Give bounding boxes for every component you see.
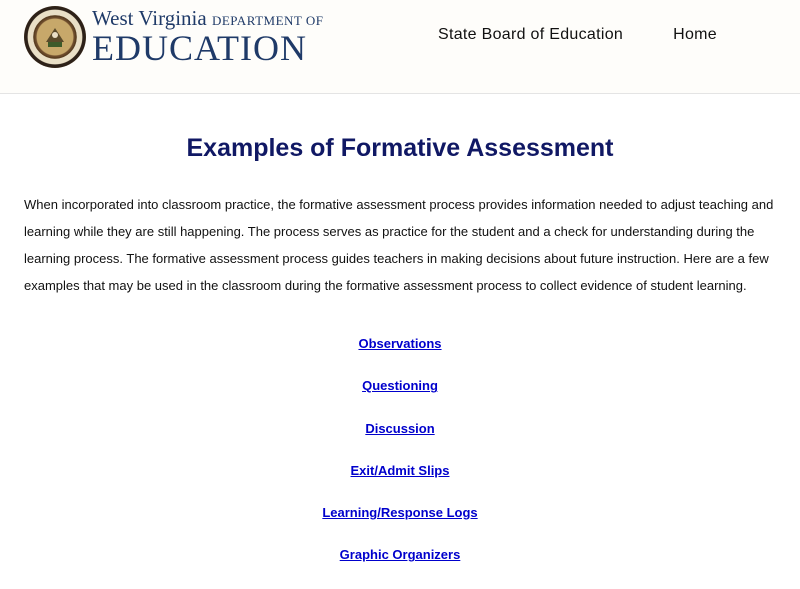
top-nav bbox=[438, 26, 717, 44]
main-content bbox=[0, 134, 800, 589]
examples-link-list bbox=[24, 335, 776, 589]
brand-wordmark bbox=[92, 8, 324, 66]
exit-admit-slips-link[interactable]: Exit/Admit Slips bbox=[350, 462, 450, 478]
learning-response-logs-link[interactable]: Learning/Response Logs bbox=[322, 505, 478, 521]
questioning-link[interactable]: Questioning bbox=[362, 378, 438, 394]
observations-link[interactable]: Observations bbox=[358, 336, 442, 351]
discussion-link[interactable]: Discussion bbox=[365, 420, 435, 436]
brand-state: West Virginia bbox=[92, 6, 207, 30]
intro-paragraph: When incorporated into classroom practice, the formative assessment process provides information needed to adjust teaching and learning while they are still happening. The process serves as practice for the student and a check for understanding during the learning process. The formative assessment process guides teachers in making decisions about future instruction. Here are a few examples that may be used in the classroom during the formative assessment process to collect evidence of student learning. bbox=[24, 197, 774, 293]
page-title: Examples of Formative Assessment bbox=[186, 134, 614, 162]
site-header bbox=[0, 0, 800, 94]
brand-education: EDUCATION bbox=[92, 28, 307, 68]
nav-state-board-link[interactable]: State Board of Education bbox=[438, 26, 624, 43]
graphic-organizers-link[interactable]: Graphic Organizers bbox=[339, 547, 461, 563]
brand-dept: DEPARTMENT OF bbox=[211, 13, 324, 28]
state-seal-icon bbox=[24, 6, 86, 68]
site-logo[interactable] bbox=[24, 6, 324, 68]
nav-home-link[interactable]: Home bbox=[673, 26, 717, 43]
